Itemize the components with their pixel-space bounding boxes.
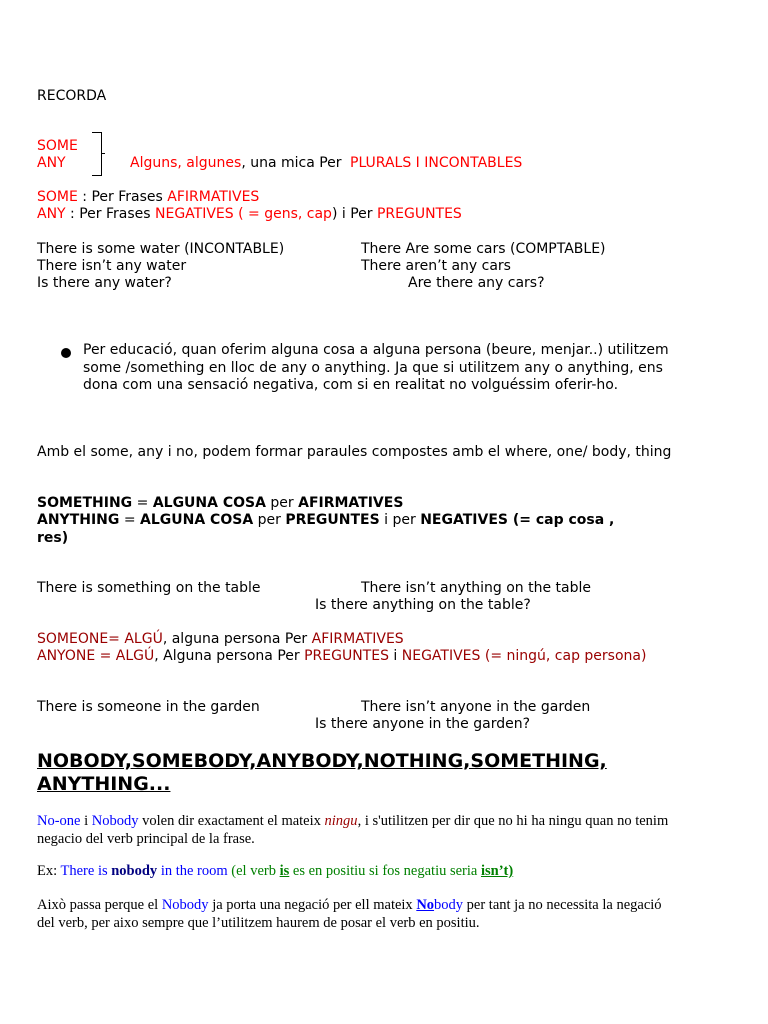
example-something-center: Is there anything on the table? <box>315 597 531 613</box>
bullet-text: Per educació, quan oferim alguna cosa a alguna persona (beure, menjar..) utilitzem some /something en lloc de any o anything. Ja que si utilitzem any o anything, ens dona com una sensació negativa, com si en realitat no volguéssim oferir-ho. <box>83 342 669 393</box>
example-left-3: Is there any water? <box>37 275 172 291</box>
example-nobody-line: Ex: There is nobody in the room (el verb is es en positiu si fos negatiu seria isn’t) <box>37 863 514 879</box>
example-someone-left: There is someone in the garden <box>37 699 260 715</box>
example-right-1: There Are some cars (COMPTABLE) <box>361 241 606 257</box>
someone-rule: SOMEONE= ALGÚ, alguna persona Per AFIRMATIVES <box>37 631 404 647</box>
any-rule: ANY : Per Frases NEGATIVES ( = gens, cap) i Per PREGUNTES <box>37 206 462 222</box>
any-label: ANY <box>37 155 66 171</box>
example-something-right: There isn’t anything on the table <box>361 580 591 596</box>
anything-rule: ANYTHING = ALGUNA COSA per PREGUNTES i per NEGATIVES (= cap cosa , res) <box>37 512 615 546</box>
brace-symbol <box>92 132 102 176</box>
some-label: SOME <box>37 138 78 154</box>
final-paragraph: Això passa perque el Nobody ja porta una negació per ell mateix Nobody per tant ja no necessita la negació del verb, per aixo sempre que l’utilitzem haurem de posar el verb en positiu. <box>37 897 662 931</box>
example-left-1: There is some water (INCONTABLE) <box>37 241 285 257</box>
something-rule: SOMETHING = ALGUNA COSA per AFIRMATIVES <box>37 495 404 511</box>
section-heading: NOBODY,SOMEBODY,ANYBODY,NOTHING,SOMETHING, ANYTHING... <box>37 750 607 795</box>
example-left-2: There isn’t any water <box>37 258 187 274</box>
some-any-meaning: Alguns, algunes, una mica Per PLURALS I INCONTABLES <box>130 155 523 171</box>
some-rule: SOME : Per Frases AFIRMATIVES <box>37 189 260 205</box>
example-someone-right: There isn’t anyone in the garden <box>361 699 591 715</box>
anyone-rule: ANYONE = ALGÚ, Alguna persona Per PREGUNTES i NEGATIVES (= ningú, cap persona) <box>37 648 647 664</box>
page-title: RECORDA <box>37 88 107 104</box>
example-someone-center: Is there anyone in the garden? <box>315 716 531 732</box>
brace-tip <box>101 153 105 154</box>
noone-paragraph: No-one i Nobody volen dir exactament el mateix ningu, i s'utilitzen per dir que no hi ha ningu quan no tenim negacio del verb principal de la frase. <box>37 813 669 847</box>
compounds-intro: Amb el some, any i no, podem formar paraules compostes amb el where, one/ body, thing <box>37 444 672 460</box>
example-right-2: There aren’t any cars <box>361 258 511 274</box>
bullet-icon <box>61 348 71 358</box>
example-something-left: There is something on the table <box>37 580 261 596</box>
example-right-3: Are there any cars? <box>408 275 545 291</box>
